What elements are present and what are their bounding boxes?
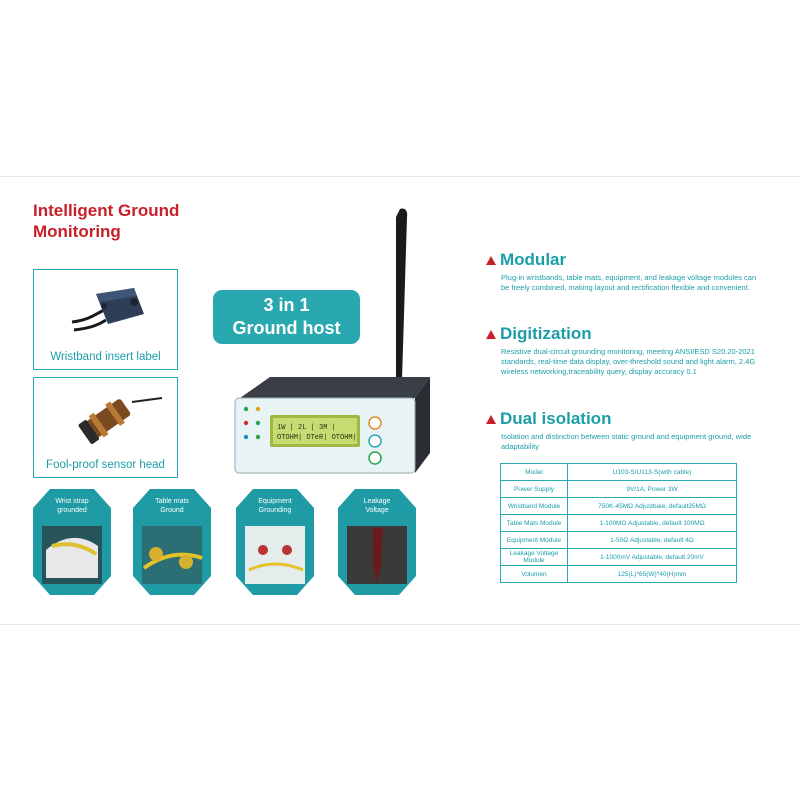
tile-label: Wristband insert label	[50, 351, 161, 363]
feature-text: Plug-in wristbands, table mats, equipment, and leakage voltage modules can be freely combined, making layout and rectification flexible and convenient.	[501, 273, 757, 292]
bottom-divider	[0, 624, 800, 625]
feature-heading: Digitization	[500, 324, 592, 343]
section-title	[33, 200, 179, 242]
proximity-sensor-icon	[34, 380, 177, 460]
module-equipment	[235, 488, 315, 596]
module-label-line-2: Voltage	[365, 507, 389, 514]
spec-key: Volumen	[501, 566, 568, 583]
spec-key: Table Mats Module	[501, 515, 568, 532]
spec-value: 1-100MΩ Adjustable, default 100MΩ	[568, 515, 737, 532]
spec-key: Leakage Voltage Module	[501, 549, 568, 566]
check-icon	[369, 452, 381, 464]
table-row	[501, 532, 737, 549]
module-label-line-2: Ground	[160, 507, 184, 514]
module-label-line-1: Table mats	[155, 498, 189, 505]
spec-value: 750K-45MΩ Adjustbale, default35MΩ	[568, 498, 737, 515]
table-row	[501, 464, 737, 481]
title-line-2: Monitoring	[33, 222, 121, 241]
spec-value: 1-1000mV Adjustable, default 20mV	[568, 549, 737, 566]
feature-heading: Modular	[500, 250, 567, 269]
module-label-line-1: Wrist strap	[55, 498, 89, 505]
antenna-icon	[393, 208, 407, 389]
feature-heading: Dual isolation	[500, 409, 612, 428]
spec-key: Wristband Module	[501, 498, 568, 515]
table-row	[501, 498, 737, 515]
table-row	[501, 566, 737, 583]
top-divider	[0, 176, 800, 177]
sensor-head-tile	[33, 377, 178, 478]
spec-key: Equipment Module	[501, 532, 568, 549]
module-label-line-1: Equipment	[258, 498, 292, 505]
triangle-bullet-icon	[486, 330, 496, 339]
lcd-row-2: OTOHM| OTeR| OTOHM|	[277, 434, 357, 442]
module-table-mats	[132, 488, 212, 596]
spec-key: Model	[501, 464, 568, 481]
feature-text: Isolation and distinction between static ground and equipment ground, wide adaptability	[501, 432, 752, 451]
table-row	[501, 481, 737, 498]
feature-dual-isolation	[486, 409, 763, 452]
module-label-line-1: Leakage	[363, 498, 391, 505]
spec-value: 1-50Ω Adjustable, default 4Ω	[568, 532, 737, 549]
badge-line-1: 3 in 1	[263, 295, 310, 315]
table-row	[501, 549, 737, 566]
feature-text: Resistive dual-circuit grounding monitoring, meeting ANSI/ESD S20.20-2021 standards, real-time data display, over-threshold sound and light alarm, 2.4G wireless networking,traceability query, display accuracy 0.1	[501, 347, 756, 376]
module-wrist-strap	[32, 488, 112, 596]
triangle-bullet-icon	[486, 415, 496, 424]
spec-table	[500, 463, 737, 583]
spec-value: 125(L)*65(W)*40(H)mm	[568, 566, 737, 583]
feature-modular	[486, 250, 763, 293]
badge-line-2: Ground host	[232, 318, 341, 338]
table-row	[501, 515, 737, 532]
spec-value: U103-S/U113-S(with cable)	[568, 464, 737, 481]
ground-monitor-device	[230, 205, 430, 485]
wristband-insert-tile	[33, 269, 178, 370]
module-leakage-voltage	[337, 488, 417, 596]
wristband-sensor-icon	[34, 274, 177, 354]
lightning-icon	[369, 417, 381, 429]
spec-value: 9V/1A, Power 3W	[568, 481, 737, 498]
title-line-1: Intelligent Ground	[33, 201, 180, 220]
module-label-line-2: grounded	[57, 507, 87, 514]
power-icon	[369, 435, 381, 447]
feature-digitization	[486, 324, 763, 377]
module-label-line-2: Grounding	[258, 507, 292, 514]
lcd-row-1: 1W | 2L | 3M |	[277, 424, 336, 432]
spec-key: Power Supply	[501, 481, 568, 498]
tile-label: Fool-proof sensor head	[46, 459, 165, 471]
triangle-bullet-icon	[486, 256, 496, 265]
